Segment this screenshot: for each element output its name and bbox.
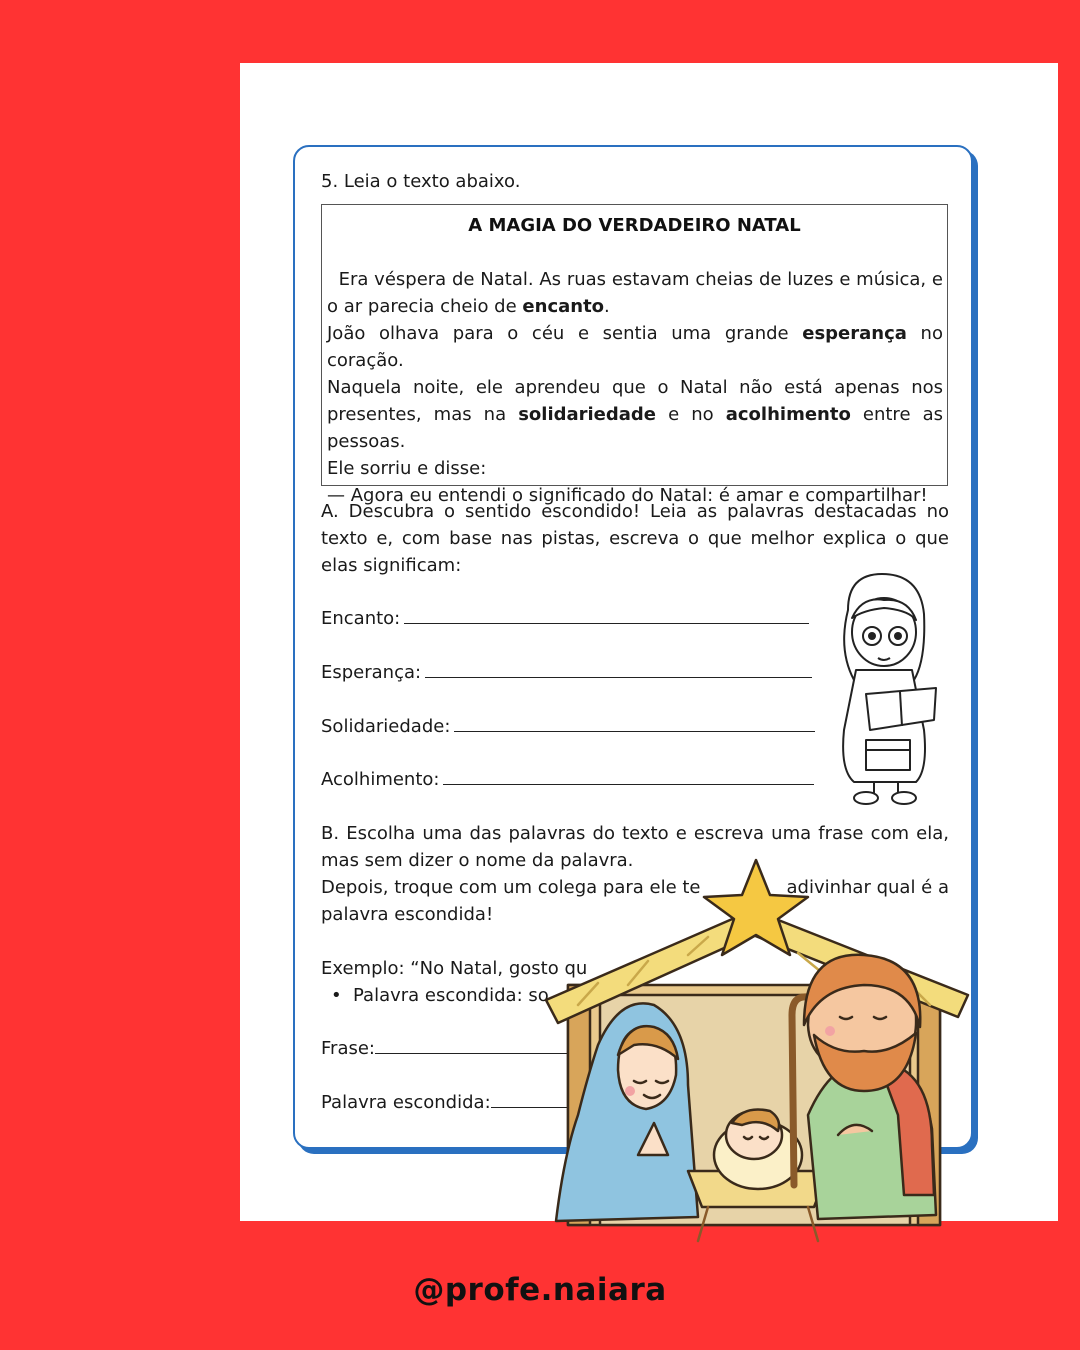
story-paragraph-1: Era véspera de Natal. As ruas estavam cheias de luzes e música, e o ar parecia cheio de encanto. [327,269,944,317]
field-encanto: Encanto: [321,605,809,632]
story-box [321,204,948,506]
story-title: A MAGIA DO VERDADEIRO NATAL [468,215,801,236]
boy-reading-illustration [828,570,940,810]
part-a-instruction: A. Descubra o sentido escondido! Leia as palavras destacadas no texto e, com base nas pistas, escreva o que melhor explica o que elas significam: [321,501,949,576]
part-b-instruction-1: B. Escolha uma das palavras do texto e escreva uma frase com ela, mas sem dizer o nome da palavra. [321,823,949,871]
frase-field: Frase: [321,1035,575,1062]
story-paragraph-5: — Agora eu entendi o significado do Natal: é amar e compartilhar! [327,485,928,506]
example-bullet: • Palavra escondida: so [331,985,549,1006]
story-paragraph-3: Naquela noite, ele aprendeu que o Natal não está apenas nos presentes, mas na solidariedade e no acolhimento entre as pessoas. [327,377,943,452]
nativity-scene-illustration [538,855,978,1250]
part-b-instruction-2-end: adivinhar qual é a [786,877,949,898]
highlight-solidariedade: solidariedade [518,404,657,425]
highlight-acolhimento: acolhimento [725,404,851,425]
highlight-esperanca: esperança [802,323,907,344]
story-body [327,266,943,509]
instagram-handle: @profe.naiara [413,1272,667,1308]
story-paragraph-4: Ele sorriu e disse: [327,458,487,479]
story-paragraph-2: João olhava para o céu e sentia uma grande esperança no coração. [327,323,943,371]
field-esperanca: Esperança: [321,659,812,686]
field-solidariedade: Solidariedade: [321,713,815,740]
example-text: Exemplo: “No Natal, gosto qu [321,958,588,979]
palavra-escondida-field: Palavra escondida: [321,1089,571,1116]
part-b-instruction-2-line2: palavra escondida! [321,904,494,925]
question-label: 5. Leia o texto abaixo. [321,171,521,192]
highlight-encanto: encanto [522,296,605,317]
part-b-instruction-2-start: Depois, troque com um colega para ele te [321,877,701,898]
field-acolhimento: Acolhimento: [321,766,814,793]
